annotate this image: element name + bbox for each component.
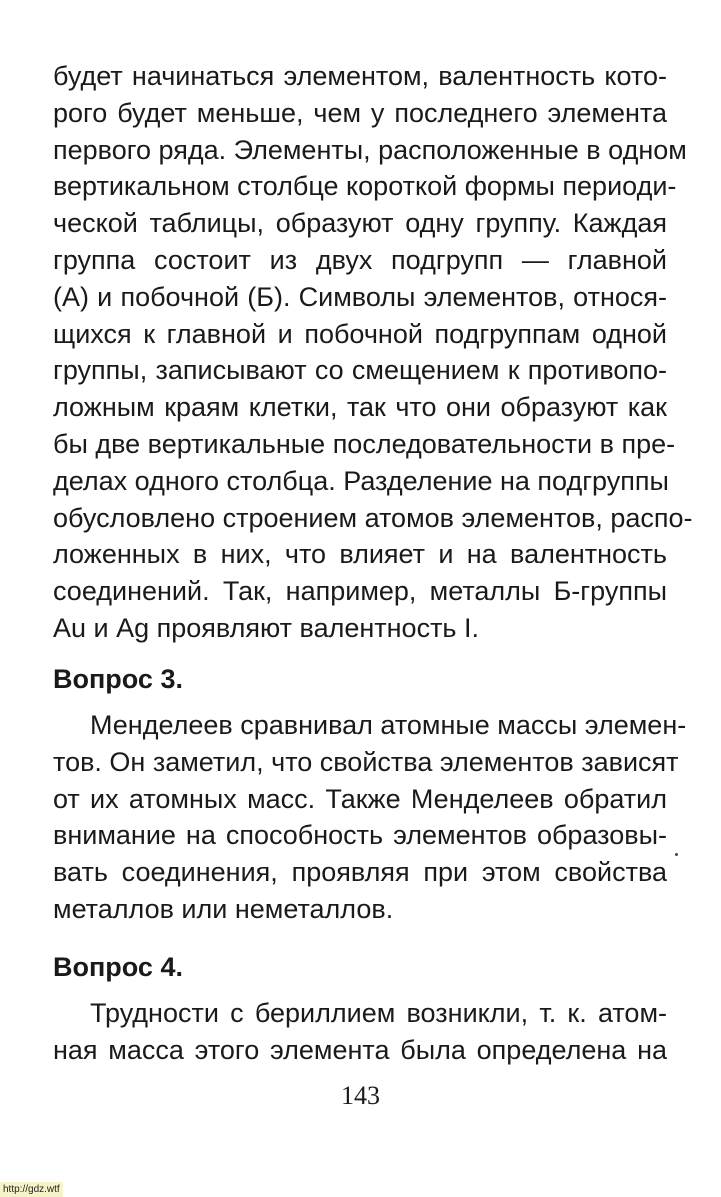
text-line: первого ряда. Элементы, расположенные в одном: [53, 134, 687, 165]
text-line: ложным краям клетки, так что они образуют как: [53, 392, 667, 423]
text-line: бы две вертикальные последовательности в пре-: [53, 428, 676, 459]
text-line: внимание на способность элементов образовы-: [53, 820, 667, 851]
question-3-answer: [53, 707, 687, 928]
text-line: ложенных в них, что влияет и на валентность: [53, 539, 667, 570]
question-3-heading: Вопрос 3.: [53, 664, 183, 694]
text-line: группа состоит из двух подгрупп — главной: [53, 244, 667, 275]
text-line: Менделеев сравнивал атомные массы элемен-: [90, 710, 687, 740]
paragraph-1: [53, 58, 693, 647]
text-line: ческой таблицы, образуют одну группу. Каждая: [53, 208, 667, 239]
text-line: будет начинаться элементом, валентность кото-: [53, 61, 667, 91]
text-line: Трудности с бериллием возникли, т. к. атом-: [90, 998, 667, 1028]
text-line: Au и Ag проявляют валентность I.: [53, 612, 480, 643]
text-line: вертикальном столбце короткой формы периоди-: [53, 171, 677, 202]
page-number: 143: [341, 1081, 380, 1110]
question-4-answer: [53, 995, 667, 1069]
question-4-heading: Вопрос 4.: [53, 952, 183, 982]
watermark-link[interactable]: http://gdz.wtf: [0, 1182, 63, 1197]
text-line: рого будет меньше, чем у последнего элемента: [53, 97, 667, 128]
text-line: вать соединения, проявляя при этом свойства: [53, 857, 667, 888]
text-line: группы, записывают со смещением к противопо-: [53, 355, 667, 386]
scan-speck: [675, 853, 678, 856]
text-line: металлов или неметаллов.: [53, 893, 394, 924]
text-line: тов. Он заметил, что свойства элементов зависят: [53, 746, 679, 777]
text-line: делах одного столбца. Разделение на подгруппы: [53, 465, 669, 496]
text-line: (А) и побочной (Б). Символы элементов, относя-: [53, 281, 667, 312]
text-line: ная масса этого элемента была определена на: [53, 1034, 667, 1065]
text-line: от их атомных масс. Также Менделеев обратил: [53, 783, 667, 814]
text-line: щихся к главной и побочной подгруппам одной: [53, 318, 667, 349]
text-line: соединений. Так, например, металлы Б-группы: [53, 576, 667, 607]
text-line: обусловлено строением атомов элементов, распо-: [53, 502, 693, 533]
